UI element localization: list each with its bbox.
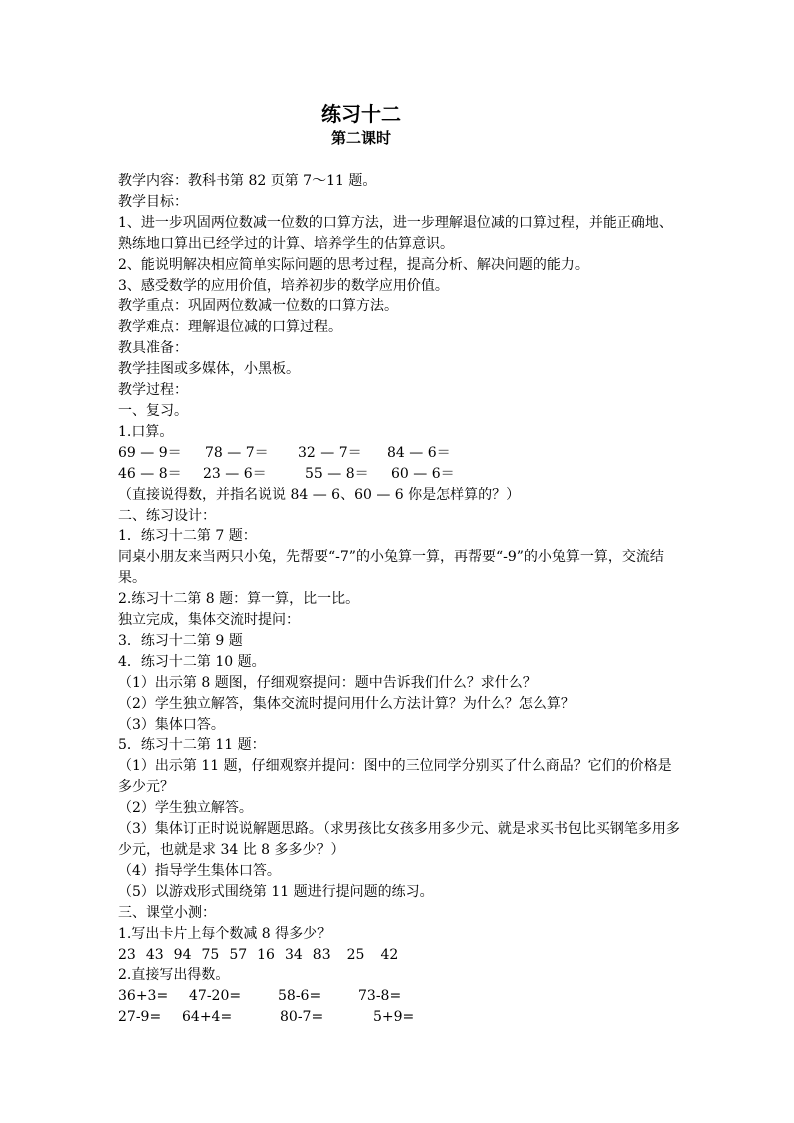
- exercise-11-step-1: （1）出示第 11 题，仔细观察并提问：图中的三位同学分别买了什么商品？它们的价格是多少元？: [118, 758, 672, 796]
- quiz-row: [118, 1007, 680, 1028]
- oral-calc-row: [118, 443, 680, 464]
- calc-item: 55 — 8＝: [305, 465, 369, 482]
- quiz-item: 64+4=: [182, 1009, 233, 1026]
- quiz-item: 58-6=: [278, 988, 322, 1005]
- quiz-item: 27-9=: [118, 1009, 162, 1026]
- objective-2: 2、能说明解决相应简单实际问题的思考过程，提高分析、解决问题的能力。: [118, 256, 589, 273]
- practice-heading: 二、练习设计：: [118, 507, 216, 524]
- materials-heading: 教具准备：: [118, 340, 188, 357]
- card-number: 25: [346, 946, 365, 963]
- exercise-11-heading: 5．练习十二第 11 题：: [118, 737, 266, 754]
- exercise-7-heading: 1．练习十二第 7 题：: [118, 528, 257, 545]
- quiz-heading: 三、课堂小测：: [118, 904, 216, 921]
- quiz-item: 5+9=: [373, 1009, 415, 1026]
- page-title: 练习十二: [321, 102, 401, 126]
- key-points: 教学重点：巩固两位数减一位数的口算方法。: [118, 298, 398, 315]
- quiz-row: [118, 986, 680, 1007]
- card-numbers: [118, 945, 680, 966]
- calc-item: 69 — 9＝: [118, 444, 182, 461]
- exercise-9-heading: 3．练习十二第 9 题: [118, 632, 243, 649]
- calc-item: 46 — 8＝: [118, 465, 182, 482]
- objective-1: 1、进一步巩固两位数减一位数的口算方法，进一步理解退位减的口算过程，并能正确地、熟练地口算出已经学过的计算、培养学生的估算意识。: [118, 214, 673, 252]
- exercise-10-step-2: （2）学生独立解答，集体交流时提问用什么方法计算？为什么？怎么算？: [118, 695, 575, 712]
- card-number: 16: [257, 946, 275, 963]
- difficult-points: 教学难点：理解退位减的口算过程。: [118, 319, 342, 336]
- quiz-item: 80-7=: [280, 1009, 324, 1026]
- card-number: 75: [201, 946, 220, 963]
- exercise-11-step-4: （4）指导学生集体口答。: [118, 862, 281, 879]
- exercise-10-step-1: （1）出示第 8 题图，仔细观察提问：题中告诉我们什么？求什么？: [118, 674, 537, 691]
- exercise-8-text: 独立完成，集体交流时提问：: [118, 612, 300, 629]
- exercise-7-text: 同桌小朋友来当两只小兔，先帮要“-7”的小兔算一算，再帮要“-9”的小兔算一算，交流结果。: [118, 549, 664, 587]
- quiz-2-text: 2.直接写出得数。: [118, 967, 230, 984]
- calc-item: 78 — 7＝: [205, 444, 269, 461]
- calc-instruction: （直接说得数，并指名说说 84 — 6、60 — 6 你是怎样算的？）: [118, 486, 521, 503]
- exercise-10-heading: 4．练习十二第 10 题。: [118, 653, 266, 670]
- oral-calc-heading: 1.口算。: [118, 423, 174, 440]
- quiz-item: 73-8=: [358, 988, 402, 1005]
- card-number: 23: [118, 946, 136, 963]
- review-heading: 一、复习。: [118, 402, 188, 419]
- quiz-item: 36+3=: [118, 988, 169, 1005]
- exercise-8-heading: 2.练习十二第 8 题：算一算，比一比。: [118, 591, 360, 608]
- card-number: 43: [145, 946, 164, 963]
- card-number: 42: [380, 946, 399, 963]
- calc-item: 84 — 6＝: [387, 444, 451, 461]
- exercise-11-step-5: （5）以游戏形式围绕第 11 题进行提问题的练习。: [118, 883, 434, 900]
- card-number: 34: [284, 946, 303, 963]
- objectives-heading: 教学目标：: [118, 193, 188, 210]
- calc-item: 32 — 7＝: [298, 444, 362, 461]
- exercise-11-step-2: （2）学生独立解答。: [118, 800, 253, 817]
- card-number: 57: [229, 946, 248, 963]
- materials: 教学挂图或多媒体，小黑板。: [118, 361, 300, 378]
- oral-calc-row: [118, 464, 680, 485]
- calc-item: 23 — 6＝: [203, 465, 267, 482]
- process-heading: 教学过程：: [118, 382, 188, 399]
- card-number: 94: [173, 946, 192, 963]
- teaching-content: 教学内容：教科书第 82 页第 7～11 题。: [118, 173, 377, 189]
- exercise-11-step-3: （3）集体订正时说说解题思路。（求男孩比女孩多用多少元、就是求买书包比买钢笔多用多少元，也就是求 34 比 8 多多少？）: [118, 821, 680, 858]
- quiz-1-text: 1.写出卡片上每个数减 8 得多少？: [118, 925, 332, 942]
- lesson-body: [118, 171, 680, 1028]
- quiz-item: 47-20=: [189, 988, 242, 1005]
- card-number: 83: [312, 946, 331, 963]
- objective-3: 3、感受数学的应用价值，培养初步的数学应用价值。: [118, 277, 449, 294]
- exercise-10-step-3: （3）集体口答。: [118, 716, 225, 733]
- page-subtitle: 第二课时: [330, 129, 391, 147]
- calc-item: 60 — 6＝: [391, 465, 455, 482]
